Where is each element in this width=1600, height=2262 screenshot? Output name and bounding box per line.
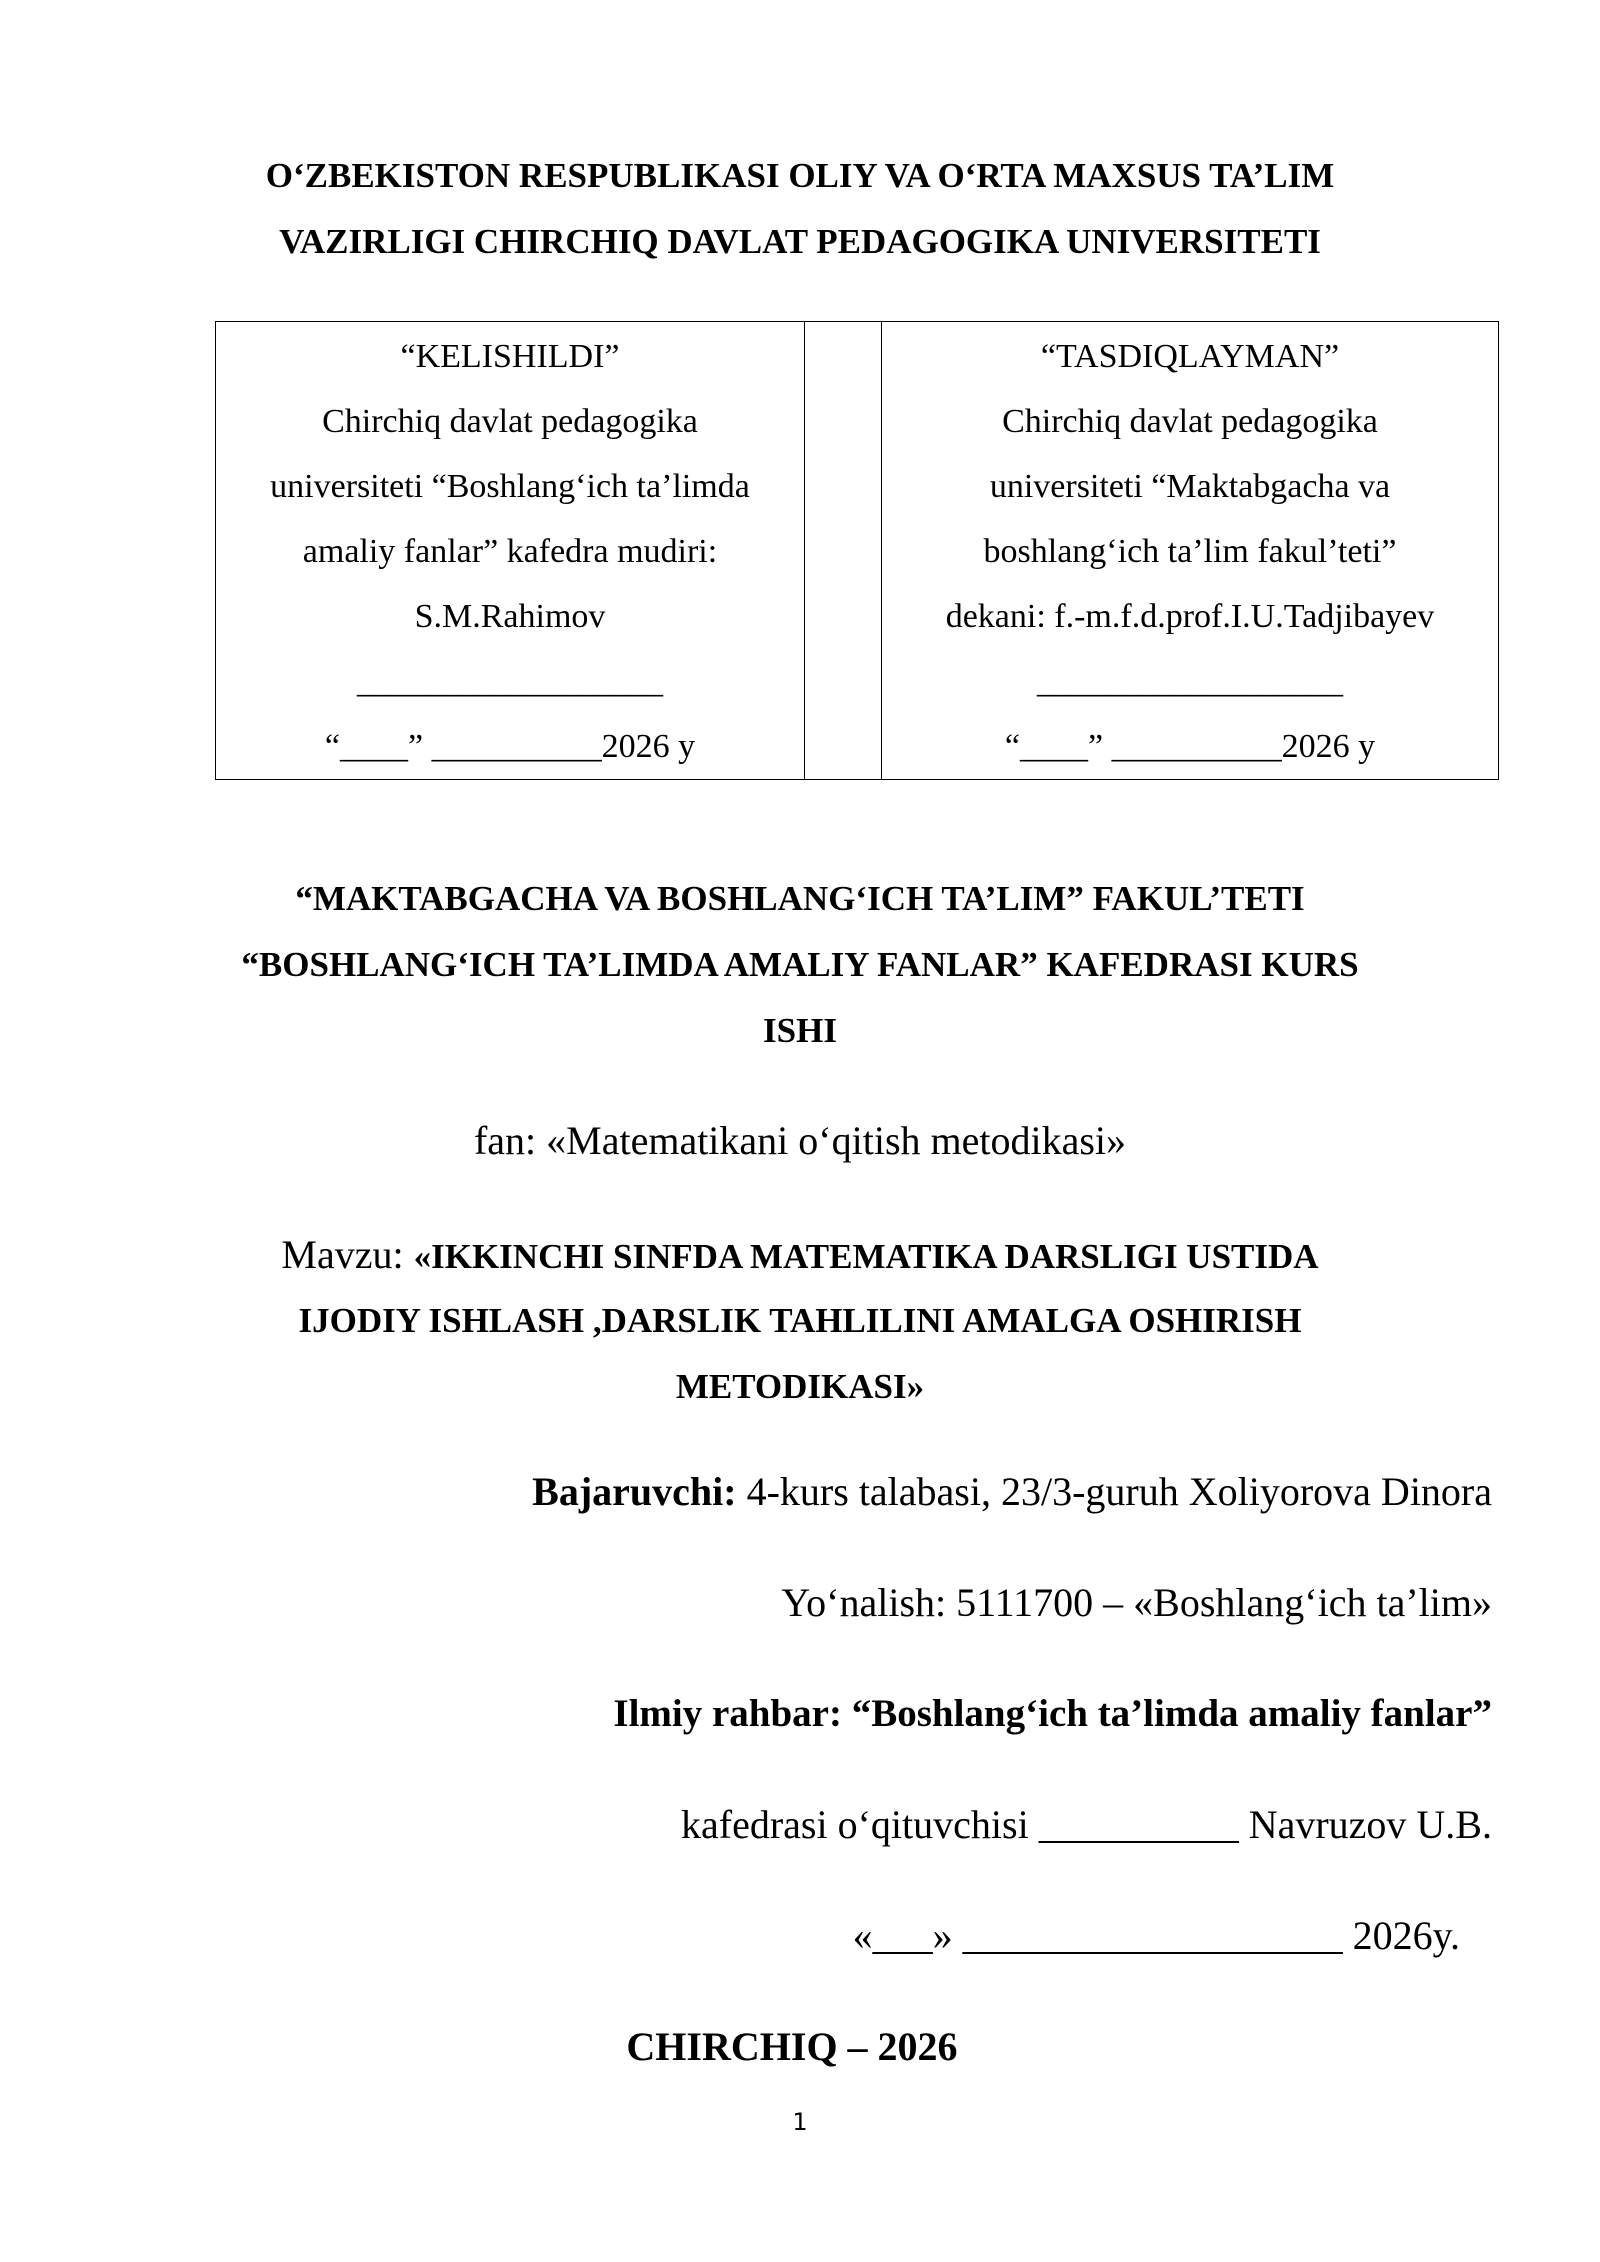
approval-left-line: S.M.Rahimov xyxy=(414,598,606,635)
city-year: CHIRCHIQ – 2026 xyxy=(626,2024,958,2069)
topic-label: Mavzu: xyxy=(281,1232,414,1277)
ministry-header-line1: O‘ZBEKISTON RESPUBLIKASI OLIY VA O‘RTA MAXSUS TA’LIM xyxy=(265,156,1335,195)
approval-table xyxy=(215,321,1499,780)
approval-left-cell xyxy=(216,322,805,780)
direction-line: Yo‘nalish: 5111700 – «Boshlang‘ich ta’lim» xyxy=(781,1580,1492,1625)
approval-right-cell xyxy=(882,322,1499,780)
executor-value: 4-kurs talabasi, 23/3-guruh Xoliyorova Dinora xyxy=(736,1469,1492,1514)
topic-line2: IJODIY ISHLASH ,DARSLIK TAHLILINI AMALGA OSHIRISH xyxy=(298,1301,1302,1340)
subject-line: fan: «Matematikani o‘qitish metodikasi» xyxy=(473,1118,1127,1163)
executor-label: Bajaruvchi: xyxy=(532,1469,737,1514)
approval-left-line: amaliy fanlar” kafedra mudiri: xyxy=(302,533,718,570)
approval-right-line: dekani: f.-m.f.d.prof.I.U.Tadjibayev xyxy=(945,598,1435,635)
ministry-header-line2: VAZIRLIGI CHIRCHIQ DAVLAT PEDAGOGIKA UNIVERSITETI xyxy=(279,222,1321,261)
approval-left-date-line: “____” __________2026 y xyxy=(324,728,696,765)
supervisor-line1: Ilmiy rahbar: “Boshlang‘ich ta’limda amaliy fanlar” xyxy=(613,1692,1492,1735)
topic-line3: METODIKASI» xyxy=(675,1367,925,1406)
approval-left-signature-line: __________________ xyxy=(357,663,663,700)
approval-right-title: “TASDIQLAYMAN” xyxy=(1040,338,1340,375)
faculty-line3: ISHI xyxy=(763,1011,837,1050)
approval-left-line: Chirchiq davlat pedagogika xyxy=(322,403,698,440)
topic-title-part1: «IKKINCHI SINFDA MATEMATIKA DARSLIGI USTIDA xyxy=(413,1237,1319,1276)
faculty-line2: “BOSHLANG‘ICH TA’LIMDA AMALIY FANLAR” KAFEDRASI KURS xyxy=(241,945,1359,984)
approval-right-line: universiteti “Maktabgacha va xyxy=(989,468,1391,505)
faculty-line1: “MAKTABGACHA VA BOSHLANG‘ICH TA’LIM” FAKUL’TETI xyxy=(295,879,1305,918)
page-number: 1 xyxy=(792,2108,808,2136)
approval-right-line: Chirchiq davlat pedagogika xyxy=(1002,403,1378,440)
approval-right-line: boshlang‘ich ta’lim fakul’teti” xyxy=(983,533,1397,570)
approval-spacer-cell xyxy=(805,322,882,780)
executor-line xyxy=(532,1462,1492,1522)
approval-right-date-line: “____” __________2026 y xyxy=(1004,728,1376,765)
date-line: «___» ___________________ 2026y. xyxy=(852,1913,1460,1958)
supervisor-line2: kafedrasi o‘qituvchisi __________ Navruzov U.B. xyxy=(681,1802,1492,1847)
approval-right-signature-line: __________________ xyxy=(1037,663,1343,700)
topic-line1 xyxy=(0,1222,1600,1297)
approval-left-title: “KELISHILDI” xyxy=(400,338,620,375)
approval-left-line: universiteti “Boshlang‘ich ta’limda xyxy=(270,468,750,505)
